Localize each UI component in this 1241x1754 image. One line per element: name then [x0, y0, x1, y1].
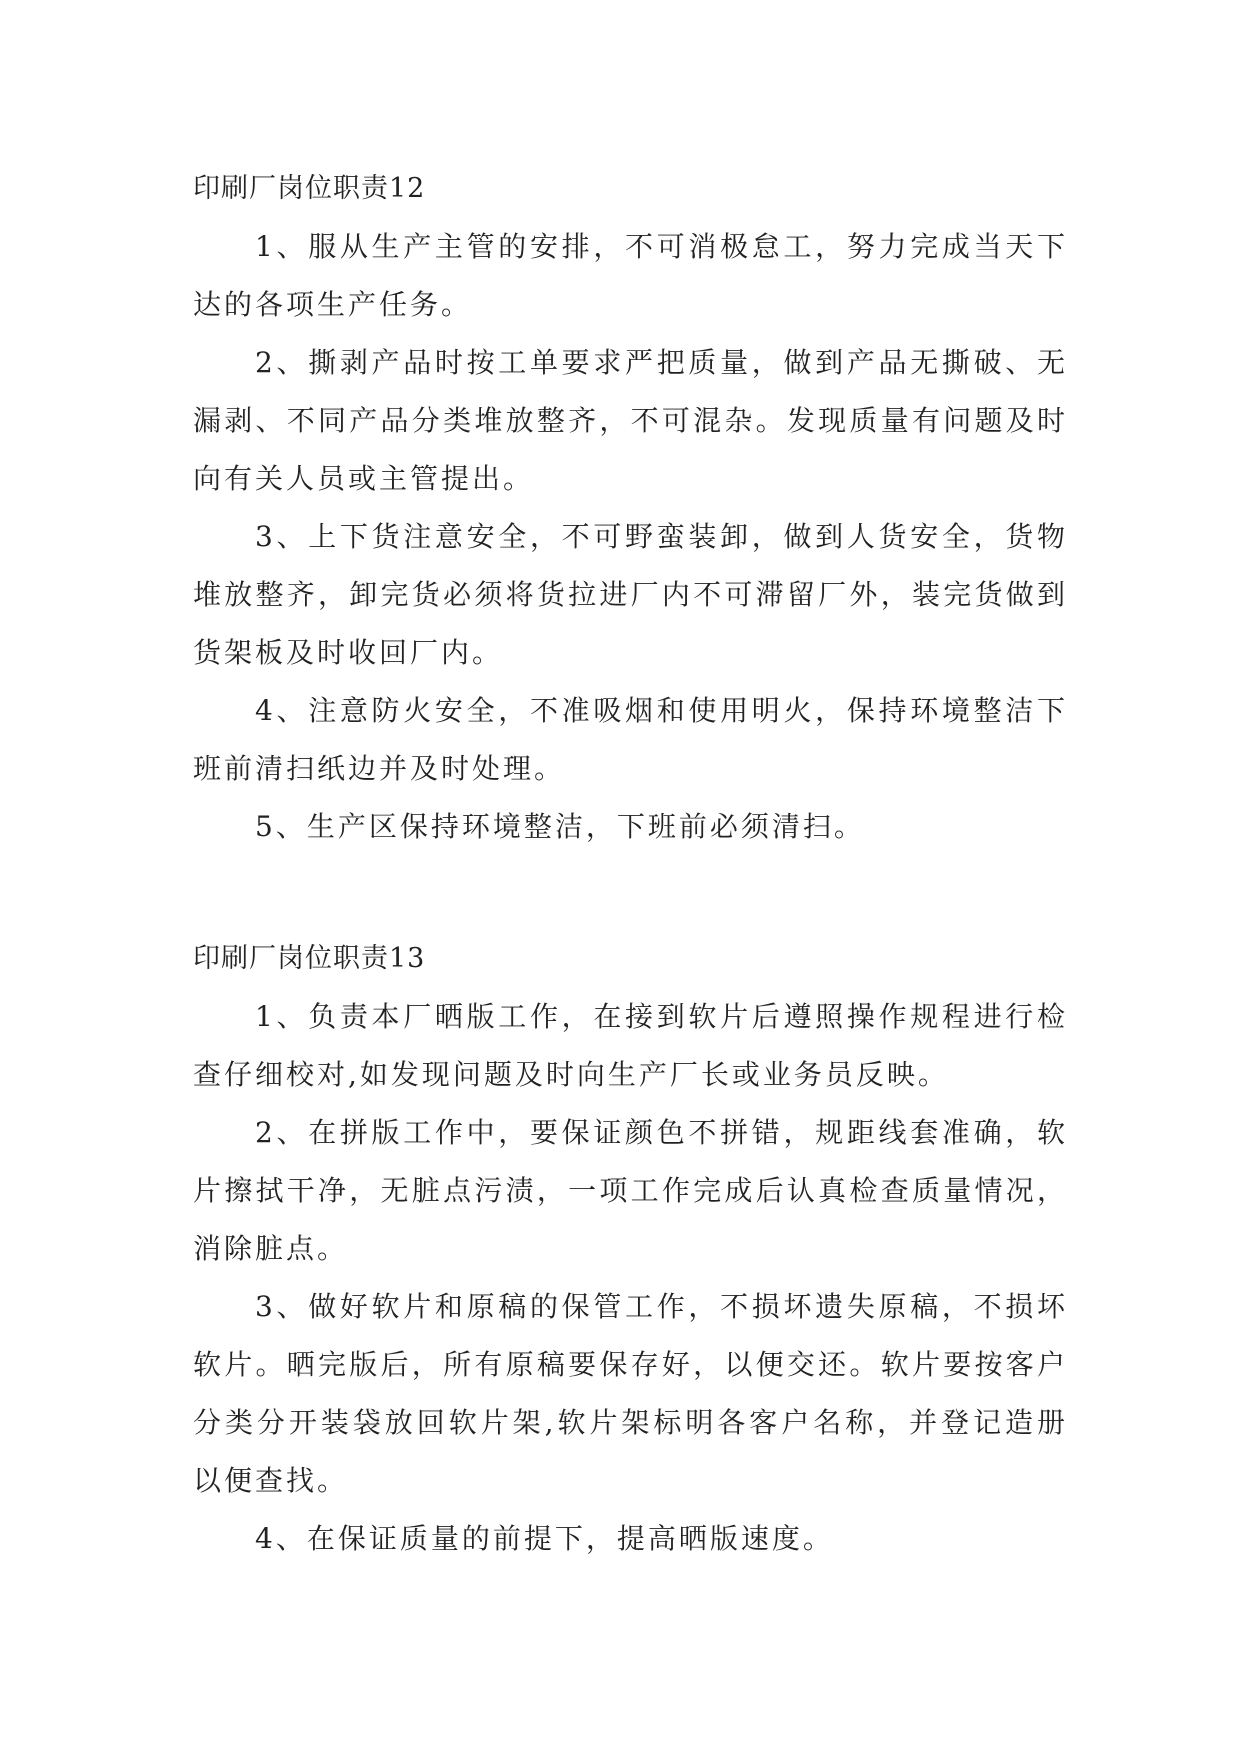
duty-item: 1、服从生产主管的安排，不可消极怠工，努力完成当天下达的各项生产任务。 [193, 230, 1068, 321]
duty-item: 2、撕剥产品时按工单要求严把质量，做到产品无撕破、无漏剥、不同产品分类堆放整齐，不可混杂。发现质量有问题及时向有关人员或主管提出。 [193, 346, 1068, 495]
duty-item: 3、做好软片和原稿的保管工作，不损坏遗失原稿，不损坏软片。晒完版后，所有原稿要保存好，以便交还。软片要按客户分类分开装袋放回软片架,软片架标明各客户名称，并登记造册以便查找。 [193, 1290, 1068, 1497]
section-12 [193, 160, 1068, 856]
duty-item: 5、生产区保持环境整洁，下班前必须清扫。 [255, 810, 865, 843]
section-title: 印刷厂岗位职责12 [193, 173, 426, 204]
document-page [193, 160, 1068, 1568]
duty-item: 4、在保证质量的前提下，提高晒版速度。 [255, 1522, 834, 1555]
duty-item: 1、负责本厂晒版工作，在接到软片后遵照操作规程进行检查仔细校对,如发现问题及时向生产厂长或业务员反映。 [193, 1000, 1068, 1091]
duty-item: 2、在拼版工作中，要保证颜色不拼错，规距线套准确，软片擦拭干净，无脏点污渍，一项工作完成后认真检查质量情况，消除脏点。 [193, 1116, 1068, 1265]
section-13 [193, 930, 1068, 1568]
duty-item: 3、上下货注意安全，不可野蛮装卸，做到人货安全，货物堆放整齐，卸完货必须将货拉进厂内不可滞留厂外，装完货做到货架板及时收回厂内。 [193, 520, 1068, 669]
duty-item: 4、注意防火安全，不准吸烟和使用明火，保持环境整洁下班前清扫纸边并及时处理。 [193, 694, 1068, 785]
section-title: 印刷厂岗位职责13 [193, 943, 426, 974]
